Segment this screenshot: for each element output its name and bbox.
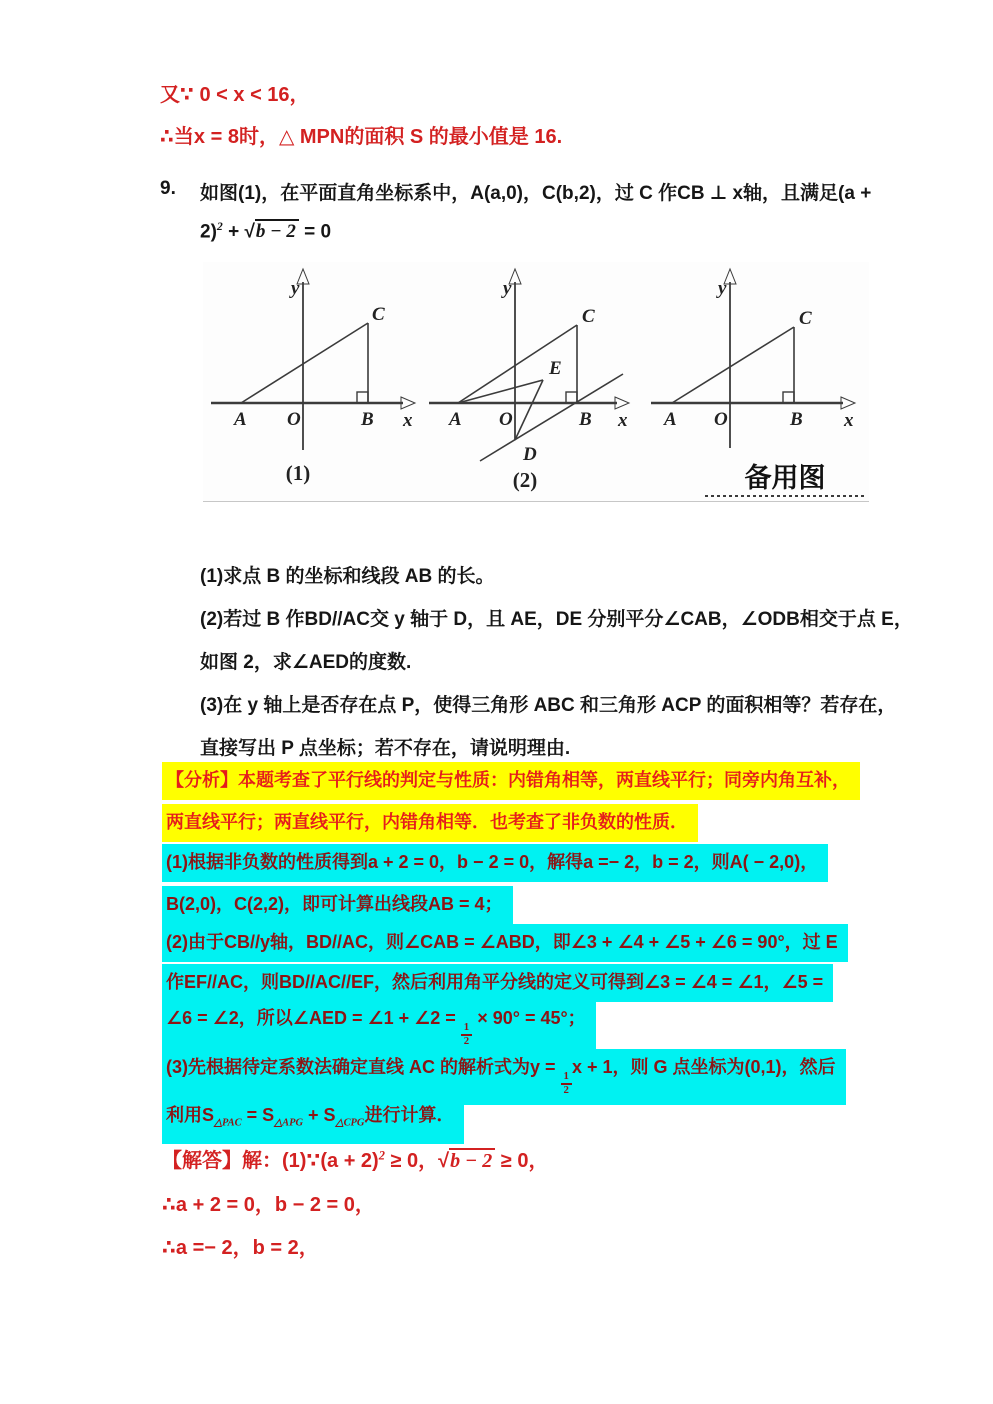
y-axis-label: y (291, 278, 300, 299)
problem-line-2 (200, 220, 331, 243)
question-1: (1)求点 B 的坐标和线段 AB 的长。 (200, 566, 495, 587)
math-post: = 0 (298, 221, 332, 243)
fraction (561, 1071, 572, 1097)
figure-1-caption: (1) (285, 461, 311, 485)
point-label-c: C (582, 306, 595, 327)
x-axis-arrow (841, 397, 855, 409)
problem-number: 9. (160, 178, 176, 199)
point-label-c: C (372, 304, 385, 325)
fraction (461, 1022, 472, 1048)
x-axis-arrow (401, 397, 415, 409)
analysis-yellow-line-2: 两直线平行；两直线平行，内错角相等．也考查了非负数的性质． (162, 804, 698, 842)
prev-answer-line-2: ∴当x = 8时，△ MPN的面积 S 的最小值是 16. (160, 126, 563, 148)
figure-2-diagram (425, 262, 647, 502)
figure-3-diagram (647, 262, 869, 502)
spare-figure-caption: 备用图 (744, 463, 826, 493)
fraction-denominator: 2 (563, 1083, 569, 1096)
math-mid-1: = S (241, 1105, 275, 1125)
fraction-numerator: 1 (461, 1022, 472, 1036)
point-label-a: A (234, 409, 247, 430)
analysis-yellow-line-1: 【分析】本题考查了平行线的判定与性质：内错角相等，两直线平行；同旁内角互补， (162, 762, 860, 800)
prev-answer-line-1: 又∵ 0 < x < 16， (160, 84, 310, 106)
x-axis-label: x (618, 410, 628, 431)
right-angle-mark (566, 392, 577, 403)
figure-strip (203, 262, 869, 502)
fraction-numerator: 1 (561, 1071, 572, 1085)
math-pre: ∠6 = ∠2，所以∠AED = ∠1 + ∠2 = (166, 1008, 461, 1028)
math-exponent: 2 (216, 220, 223, 233)
solution-line-3: ∴a =− 2，b = 2， (162, 1237, 319, 1259)
math-post: × 90° = 45°； (472, 1008, 586, 1028)
math-pre: 【解答】解：(1)∵(a + 2) (162, 1150, 379, 1172)
math-pre: 2) (200, 221, 217, 243)
analysis-cyan-3b (162, 1097, 464, 1144)
point-label-b: B (790, 409, 803, 430)
question-2-b: 如图 2，求∠AED的度数. (200, 652, 412, 673)
right-angle-mark (357, 392, 368, 403)
question-3-a: (3)在 y 轴上是否存在点 P，使得三角形 ABC 和三角形 ACP 的面积相等？若存在， (200, 695, 897, 716)
subscript-cpg: △CPG (335, 1117, 365, 1129)
subscript-apg: △APG (274, 1117, 304, 1129)
y-axis-label: y (503, 278, 512, 299)
math-post: ≥ 0， (495, 1150, 549, 1172)
y-axis-label: y (718, 278, 727, 299)
question-3-b: 直接写出 P 点坐标；若不存在，请说明理由. (200, 738, 571, 759)
point-label-b: B (579, 409, 592, 430)
point-label-c: C (799, 308, 812, 329)
analysis-cyan-1b: B(2,0)，C(2,2)，即可计算出线段AB = 4； (162, 886, 513, 924)
radical-sign: √ (244, 221, 255, 243)
figure-1-diagram (203, 262, 425, 502)
subscript-pac: △PAC (214, 1117, 242, 1129)
math-mid: + (222, 221, 245, 243)
point-label-d: D (523, 444, 537, 465)
question-2-a: (2)若过 B 作BD//AC交 y 轴于 D，且 AE，DE 分别平分∠CAB，∠ODB相交于点 E， (200, 609, 913, 630)
figure-2-caption: (2) (512, 468, 538, 492)
point-label-a: A (664, 409, 677, 430)
line-ae (458, 380, 543, 403)
right-angle-mark (783, 392, 794, 403)
x-axis-arrow (615, 397, 629, 409)
math-post: 进行计算． (364, 1105, 455, 1125)
x-axis-label: x (844, 410, 854, 431)
problem-line-1: 如图(1)，在平面直角坐标系中，A(a,0)，C(b,2)，过 C 作CB ⊥ x轴，且满足(a + (200, 183, 872, 204)
point-label-o: O (714, 409, 728, 430)
math-mid: ≥ 0， (384, 1150, 439, 1172)
analysis-cyan-2c (162, 1000, 596, 1056)
point-label-e: E (549, 358, 562, 379)
fraction-denominator: 2 (463, 1034, 470, 1047)
math-post: x + 1，则 G 点坐标为(0,1)，然后 (571, 1057, 836, 1077)
radicand: b − 2 (449, 1148, 495, 1172)
math-pre: (3)先根据待定系数法确定直线 AC 的解析式为y = (166, 1057, 561, 1077)
math-mid-2: + S (303, 1105, 336, 1125)
x-axis-label: x (403, 410, 413, 431)
point-label-a: A (449, 409, 462, 430)
solution-line-1 (162, 1144, 548, 1173)
point-label-b: B (361, 409, 374, 430)
point-label-o: O (287, 409, 301, 430)
math-pre: 利用S (166, 1105, 215, 1125)
analysis-cyan-2a: (2)由于CB//y轴，BD//AC，则∠CAB = ∠ABD，即∠3 + ∠4 + ∠5 + ∠6 = 90°，过 E (162, 924, 848, 962)
math-exponent: 2 (378, 1148, 385, 1163)
radical-sign: √ (438, 1150, 450, 1172)
point-label-o: O (499, 409, 513, 430)
analysis-cyan-2b: 作EF//AC，则BD//AC//EF，然后利用角平分线的定义可得到∠3 = ∠4 = ∠1，∠5 = (162, 964, 833, 1002)
analysis-cyan-1a: (1)根据非负数的性质得到a + 2 = 0，b − 2 = 0，解得a =− 2，b = 2，则A( − 2,0)， (162, 844, 828, 882)
radicand: b − 2 (255, 219, 299, 242)
solution-line-2: ∴a + 2 = 0，b − 2 = 0， (162, 1194, 375, 1216)
